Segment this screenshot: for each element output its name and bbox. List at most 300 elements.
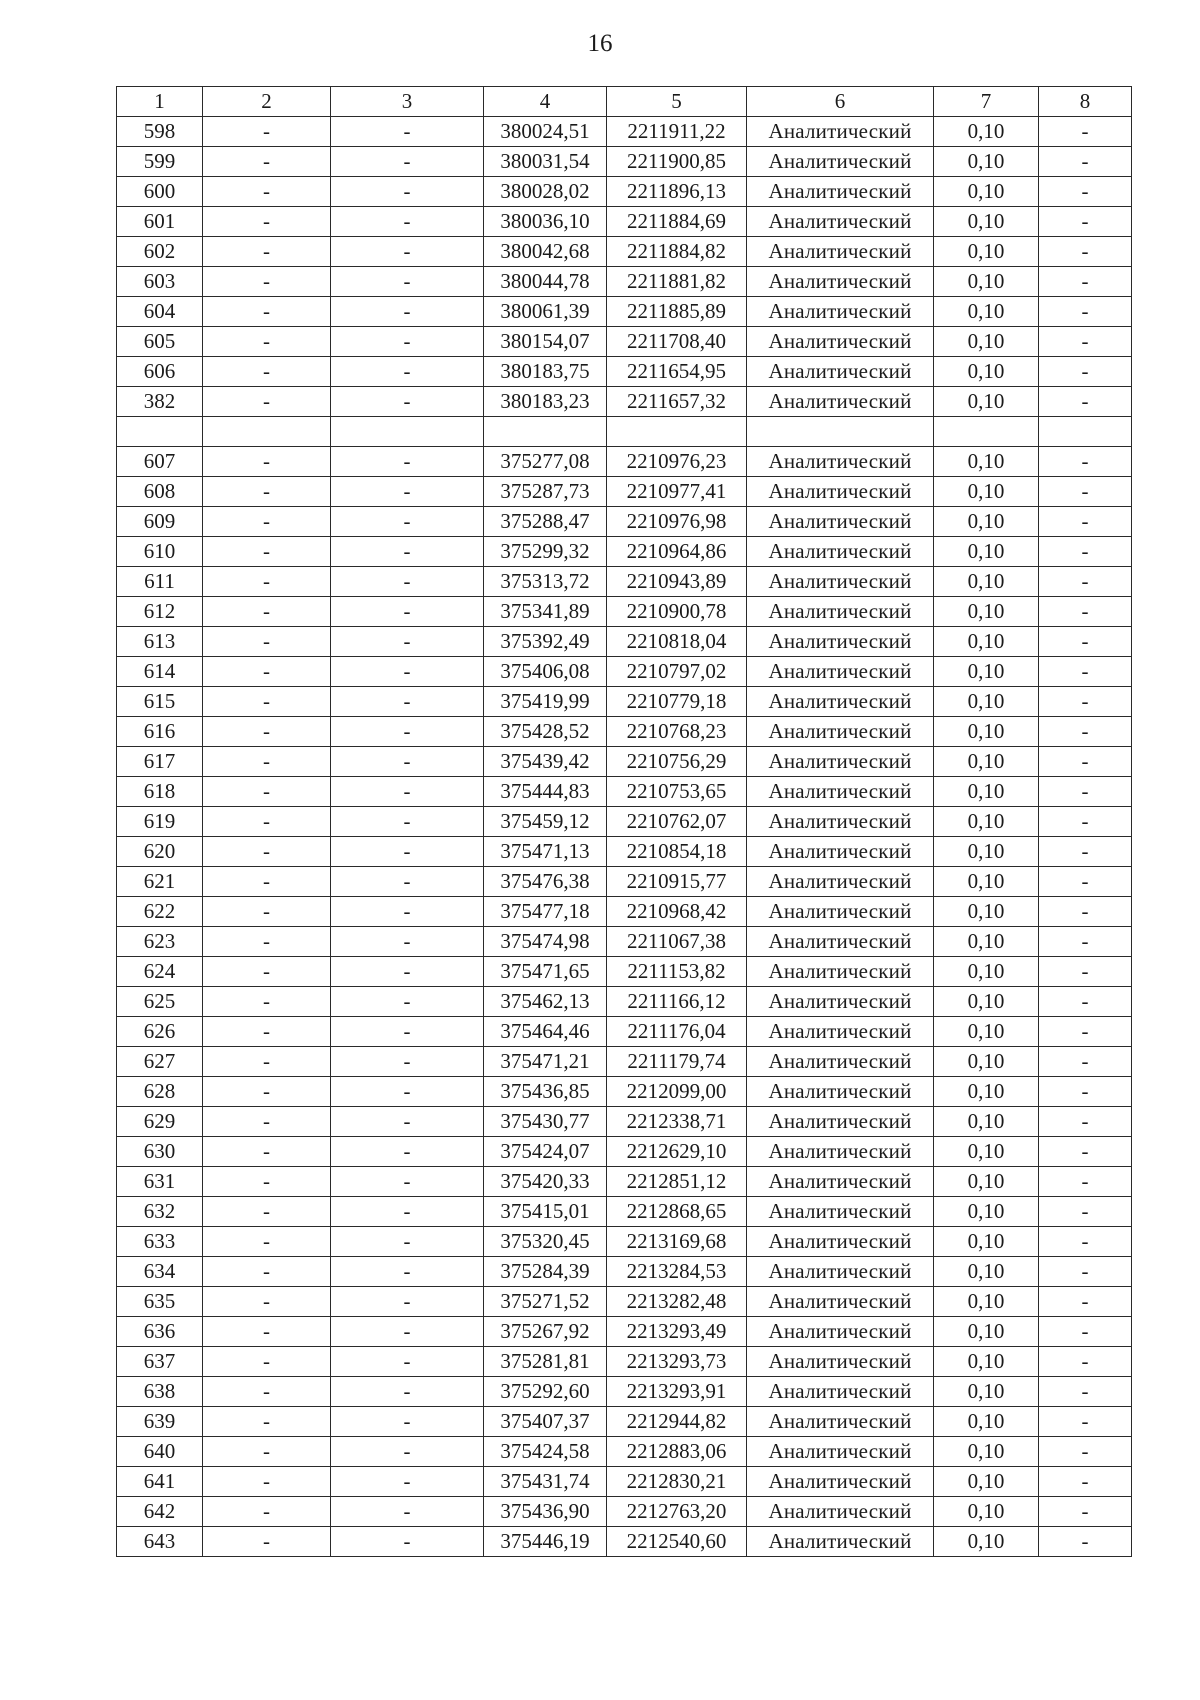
y-coordinate-cell: 2211176,04	[607, 1017, 747, 1047]
col2-cell: -	[203, 1497, 331, 1527]
col2-cell: -	[203, 567, 331, 597]
y-coordinate-cell: 2210818,04	[607, 627, 747, 657]
col3-cell: -	[331, 327, 484, 357]
column-header: 7	[934, 87, 1039, 117]
col2-cell: -	[203, 1137, 331, 1167]
point-number-cell: 629	[117, 1107, 203, 1137]
table-row	[117, 117, 1132, 147]
col8-cell: -	[1039, 147, 1132, 177]
col3-cell: -	[331, 1347, 484, 1377]
col2-cell: -	[203, 987, 331, 1017]
method-cell: Аналитический	[747, 807, 934, 837]
table-row	[117, 1347, 1132, 1377]
y-coordinate-cell: 2212099,00	[607, 1077, 747, 1107]
method-cell: Аналитический	[747, 507, 934, 537]
col8-cell: -	[1039, 1287, 1132, 1317]
accuracy-cell: 0,10	[934, 1227, 1039, 1257]
method-cell: Аналитический	[747, 1467, 934, 1497]
y-coordinate-cell: 2210976,98	[607, 507, 747, 537]
method-cell: Аналитический	[747, 327, 934, 357]
method-cell: Аналитический	[747, 1197, 934, 1227]
method-cell: Аналитический	[747, 657, 934, 687]
table-row	[117, 867, 1132, 897]
col8-cell: -	[1039, 1377, 1132, 1407]
accuracy-cell: 0,10	[934, 1047, 1039, 1077]
accuracy-cell: 0,10	[934, 1017, 1039, 1047]
x-coordinate-cell: 375271,52	[484, 1287, 607, 1317]
col2-cell: -	[203, 147, 331, 177]
col3-cell: -	[331, 927, 484, 957]
x-coordinate-cell: 375446,19	[484, 1527, 607, 1557]
x-coordinate-cell: 375392,49	[484, 627, 607, 657]
method-cell: Аналитический	[747, 1227, 934, 1257]
y-coordinate-cell: 2212540,60	[607, 1527, 747, 1557]
col2-cell: -	[203, 1077, 331, 1107]
col2-cell: -	[203, 1227, 331, 1257]
point-number-cell: 382	[117, 387, 203, 417]
x-coordinate-cell: 375462,13	[484, 987, 607, 1017]
col3-cell: -	[331, 1077, 484, 1107]
point-number-cell: 619	[117, 807, 203, 837]
col3-cell: -	[331, 1017, 484, 1047]
x-coordinate-cell: 375281,81	[484, 1347, 607, 1377]
point-number-cell: 611	[117, 567, 203, 597]
table-row	[117, 747, 1132, 777]
table-row	[117, 1227, 1132, 1257]
point-number-cell: 628	[117, 1077, 203, 1107]
x-coordinate-cell: 375287,73	[484, 477, 607, 507]
method-cell	[747, 417, 934, 447]
table-row	[117, 1197, 1132, 1227]
method-cell: Аналитический	[747, 957, 934, 987]
col2-cell: -	[203, 537, 331, 567]
table-row	[117, 447, 1132, 477]
method-cell: Аналитический	[747, 1287, 934, 1317]
method-cell: Аналитический	[747, 1407, 934, 1437]
col8-cell: -	[1039, 1077, 1132, 1107]
col3-cell: -	[331, 1197, 484, 1227]
method-cell: Аналитический	[747, 1017, 934, 1047]
table-row	[117, 1287, 1132, 1317]
accuracy-cell: 0,10	[934, 837, 1039, 867]
accuracy-cell: 0,10	[934, 897, 1039, 927]
method-cell: Аналитический	[747, 1257, 934, 1287]
point-number-cell: 626	[117, 1017, 203, 1047]
point-number-cell: 599	[117, 147, 203, 177]
x-coordinate-cell	[484, 417, 607, 447]
table-row	[117, 1497, 1132, 1527]
table-row	[117, 807, 1132, 837]
x-coordinate-cell: 375406,08	[484, 657, 607, 687]
column-header: 3	[331, 87, 484, 117]
x-coordinate-cell: 375299,32	[484, 537, 607, 567]
point-number-cell: 641	[117, 1467, 203, 1497]
col3-cell: -	[331, 1227, 484, 1257]
col3-cell: -	[331, 627, 484, 657]
x-coordinate-cell: 380183,75	[484, 357, 607, 387]
y-coordinate-cell: 2210756,29	[607, 747, 747, 777]
col2-cell: -	[203, 1317, 331, 1347]
point-number-cell	[117, 417, 203, 447]
accuracy-cell: 0,10	[934, 807, 1039, 837]
col3-cell: -	[331, 1317, 484, 1347]
col3-cell: -	[331, 357, 484, 387]
table-row	[117, 1137, 1132, 1167]
x-coordinate-cell: 375444,83	[484, 777, 607, 807]
y-coordinate-cell: 2212883,06	[607, 1437, 747, 1467]
col8-cell: -	[1039, 1137, 1132, 1167]
method-cell: Аналитический	[747, 1137, 934, 1167]
x-coordinate-cell: 380042,68	[484, 237, 607, 267]
col8-cell: -	[1039, 897, 1132, 927]
column-header: 6	[747, 87, 934, 117]
col3-cell: -	[331, 987, 484, 1017]
point-number-cell: 614	[117, 657, 203, 687]
y-coordinate-cell: 2211179,74	[607, 1047, 747, 1077]
col2-cell: -	[203, 597, 331, 627]
x-coordinate-cell: 375267,92	[484, 1317, 607, 1347]
col8-cell: -	[1039, 207, 1132, 237]
y-coordinate-cell: 2212338,71	[607, 1107, 747, 1137]
method-cell: Аналитический	[747, 687, 934, 717]
y-coordinate-cell: 2210915,77	[607, 867, 747, 897]
y-coordinate-cell: 2211911,22	[607, 117, 747, 147]
table-header	[117, 87, 1132, 117]
col2-cell: -	[203, 687, 331, 717]
col3-cell: -	[331, 657, 484, 687]
method-cell: Аналитический	[747, 1317, 934, 1347]
col8-cell: -	[1039, 687, 1132, 717]
method-cell: Аналитический	[747, 1497, 934, 1527]
method-cell: Аналитический	[747, 837, 934, 867]
col8-cell: -	[1039, 567, 1132, 597]
accuracy-cell: 0,10	[934, 1347, 1039, 1377]
col2-cell: -	[203, 297, 331, 327]
col3-cell: -	[331, 267, 484, 297]
method-cell: Аналитический	[747, 897, 934, 927]
col2-cell: -	[203, 1197, 331, 1227]
x-coordinate-cell: 375292,60	[484, 1377, 607, 1407]
accuracy-cell: 0,10	[934, 1257, 1039, 1287]
table-row	[117, 777, 1132, 807]
table-row	[117, 927, 1132, 957]
col8-cell: -	[1039, 717, 1132, 747]
table-row	[117, 537, 1132, 567]
x-coordinate-cell: 375471,65	[484, 957, 607, 987]
table-row	[117, 1407, 1132, 1437]
coordinates-table	[116, 86, 1132, 1557]
y-coordinate-cell: 2213282,48	[607, 1287, 747, 1317]
accuracy-cell: 0,10	[934, 537, 1039, 567]
x-coordinate-cell: 380028,02	[484, 177, 607, 207]
col3-cell: -	[331, 597, 484, 627]
method-cell: Аналитический	[747, 357, 934, 387]
y-coordinate-cell: 2210779,18	[607, 687, 747, 717]
col8-cell: -	[1039, 1227, 1132, 1257]
col8-cell: -	[1039, 357, 1132, 387]
method-cell: Аналитический	[747, 567, 934, 597]
table-row	[117, 1017, 1132, 1047]
x-coordinate-cell: 375428,52	[484, 717, 607, 747]
method-cell: Аналитический	[747, 1167, 934, 1197]
accuracy-cell: 0,10	[934, 867, 1039, 897]
y-coordinate-cell: 2211067,38	[607, 927, 747, 957]
col8-cell: -	[1039, 1257, 1132, 1287]
accuracy-cell: 0,10	[934, 1407, 1039, 1437]
col2-cell: -	[203, 357, 331, 387]
col2-cell: -	[203, 1437, 331, 1467]
x-coordinate-cell: 375277,08	[484, 447, 607, 477]
x-coordinate-cell: 375439,42	[484, 747, 607, 777]
table-row	[117, 1047, 1132, 1077]
x-coordinate-cell: 375436,85	[484, 1077, 607, 1107]
col8-cell: -	[1039, 387, 1132, 417]
y-coordinate-cell: 2210964,86	[607, 537, 747, 567]
col8-cell: -	[1039, 627, 1132, 657]
col2-cell: -	[203, 657, 331, 687]
method-cell: Аналитический	[747, 117, 934, 147]
col2-cell: -	[203, 1287, 331, 1317]
x-coordinate-cell: 375420,33	[484, 1167, 607, 1197]
col3-cell	[331, 417, 484, 447]
accuracy-cell: 0,10	[934, 657, 1039, 687]
method-cell: Аналитический	[747, 297, 934, 327]
point-number-cell: 618	[117, 777, 203, 807]
table-row	[117, 567, 1132, 597]
method-cell: Аналитический	[747, 477, 934, 507]
point-number-cell: 624	[117, 957, 203, 987]
col2-cell: -	[203, 1467, 331, 1497]
table-row	[117, 597, 1132, 627]
table-row	[117, 507, 1132, 537]
method-cell: Аналитический	[747, 747, 934, 777]
col3-cell: -	[331, 537, 484, 567]
accuracy-cell: 0,10	[934, 1077, 1039, 1107]
table-row	[117, 627, 1132, 657]
x-coordinate-cell: 375424,58	[484, 1437, 607, 1467]
accuracy-cell: 0,10	[934, 1167, 1039, 1197]
col2-cell: -	[203, 447, 331, 477]
method-cell: Аналитический	[747, 1377, 934, 1407]
point-number-cell: 606	[117, 357, 203, 387]
point-number-cell: 598	[117, 117, 203, 147]
col8-cell: -	[1039, 747, 1132, 777]
col8-cell: -	[1039, 927, 1132, 957]
method-cell: Аналитический	[747, 717, 934, 747]
col2-cell: -	[203, 1017, 331, 1047]
col2-cell: -	[203, 807, 331, 837]
col2-cell: -	[203, 207, 331, 237]
point-number-cell: 608	[117, 477, 203, 507]
col3-cell: -	[331, 1437, 484, 1467]
col3-cell: -	[331, 237, 484, 267]
col3-cell: -	[331, 747, 484, 777]
accuracy-cell: 0,10	[934, 327, 1039, 357]
col8-cell: -	[1039, 477, 1132, 507]
col2-cell: -	[203, 717, 331, 747]
col8-cell: -	[1039, 777, 1132, 807]
point-number-cell: 637	[117, 1347, 203, 1377]
point-number-cell: 636	[117, 1317, 203, 1347]
point-number-cell: 603	[117, 267, 203, 297]
col3-cell: -	[331, 1377, 484, 1407]
col8-cell: -	[1039, 1437, 1132, 1467]
method-cell: Аналитический	[747, 627, 934, 657]
accuracy-cell: 0,10	[934, 477, 1039, 507]
accuracy-cell: 0,10	[934, 267, 1039, 297]
col3-cell: -	[331, 387, 484, 417]
col8-cell: -	[1039, 1047, 1132, 1077]
col3-cell: -	[331, 957, 484, 987]
col3-cell: -	[331, 147, 484, 177]
col3-cell: -	[331, 567, 484, 597]
point-number-cell: 615	[117, 687, 203, 717]
col8-cell: -	[1039, 1407, 1132, 1437]
accuracy-cell: 0,10	[934, 957, 1039, 987]
accuracy-cell	[934, 417, 1039, 447]
y-coordinate-cell: 2213284,53	[607, 1257, 747, 1287]
point-number-cell: 600	[117, 177, 203, 207]
col8-cell: -	[1039, 237, 1132, 267]
y-coordinate-cell: 2211153,82	[607, 957, 747, 987]
point-number-cell: 639	[117, 1407, 203, 1437]
accuracy-cell: 0,10	[934, 1107, 1039, 1137]
x-coordinate-cell: 380154,07	[484, 327, 607, 357]
point-number-cell: 610	[117, 537, 203, 567]
col8-cell: -	[1039, 1467, 1132, 1497]
point-number-cell: 643	[117, 1527, 203, 1557]
y-coordinate-cell: 2213293,49	[607, 1317, 747, 1347]
x-coordinate-cell: 375471,13	[484, 837, 607, 867]
y-coordinate-cell	[607, 417, 747, 447]
y-coordinate-cell: 2211654,95	[607, 357, 747, 387]
accuracy-cell: 0,10	[934, 567, 1039, 597]
table-row	[117, 1077, 1132, 1107]
accuracy-cell: 0,10	[934, 297, 1039, 327]
point-number-cell: 622	[117, 897, 203, 927]
col2-cell: -	[203, 1347, 331, 1377]
point-number-cell: 605	[117, 327, 203, 357]
col3-cell: -	[331, 1527, 484, 1557]
accuracy-cell: 0,10	[934, 1137, 1039, 1167]
col2-cell: -	[203, 387, 331, 417]
accuracy-cell: 0,10	[934, 237, 1039, 267]
header-row	[117, 87, 1132, 117]
accuracy-cell: 0,10	[934, 117, 1039, 147]
point-number-cell: 634	[117, 1257, 203, 1287]
table-row	[117, 177, 1132, 207]
col3-cell: -	[331, 717, 484, 747]
point-number-cell: 602	[117, 237, 203, 267]
col8-cell	[1039, 417, 1132, 447]
col8-cell: -	[1039, 1317, 1132, 1347]
x-coordinate-cell: 380024,51	[484, 117, 607, 147]
method-cell: Аналитический	[747, 987, 934, 1017]
point-number-cell: 617	[117, 747, 203, 777]
method-cell: Аналитический	[747, 1107, 934, 1137]
x-coordinate-cell: 375476,38	[484, 867, 607, 897]
method-cell: Аналитический	[747, 597, 934, 627]
col8-cell: -	[1039, 657, 1132, 687]
col8-cell: -	[1039, 507, 1132, 537]
x-coordinate-cell: 375288,47	[484, 507, 607, 537]
col8-cell: -	[1039, 597, 1132, 627]
table-row	[117, 237, 1132, 267]
accuracy-cell: 0,10	[934, 687, 1039, 717]
col8-cell: -	[1039, 117, 1132, 147]
col2-cell: -	[203, 177, 331, 207]
col8-cell: -	[1039, 1347, 1132, 1377]
x-coordinate-cell: 380183,23	[484, 387, 607, 417]
table-row	[117, 357, 1132, 387]
y-coordinate-cell: 2210753,65	[607, 777, 747, 807]
accuracy-cell: 0,10	[934, 597, 1039, 627]
accuracy-cell: 0,10	[934, 777, 1039, 807]
y-coordinate-cell: 2211885,89	[607, 297, 747, 327]
col2-cell: -	[203, 117, 331, 147]
table-row	[117, 417, 1132, 447]
x-coordinate-cell: 375341,89	[484, 597, 607, 627]
accuracy-cell: 0,10	[934, 357, 1039, 387]
col3-cell: -	[331, 507, 484, 537]
accuracy-cell: 0,10	[934, 1287, 1039, 1317]
y-coordinate-cell: 2211884,69	[607, 207, 747, 237]
column-header: 8	[1039, 87, 1132, 117]
accuracy-cell: 0,10	[934, 447, 1039, 477]
x-coordinate-cell: 375474,98	[484, 927, 607, 957]
col2-cell: -	[203, 1107, 331, 1137]
table-row	[117, 987, 1132, 1017]
x-coordinate-cell: 375407,37	[484, 1407, 607, 1437]
table-row	[117, 1437, 1132, 1467]
y-coordinate-cell: 2210943,89	[607, 567, 747, 597]
col2-cell: -	[203, 1377, 331, 1407]
col3-cell: -	[331, 1407, 484, 1437]
point-number-cell: 609	[117, 507, 203, 537]
accuracy-cell: 0,10	[934, 1377, 1039, 1407]
col3-cell: -	[331, 897, 484, 927]
x-coordinate-cell: 375436,90	[484, 1497, 607, 1527]
col3-cell: -	[331, 1497, 484, 1527]
col8-cell: -	[1039, 867, 1132, 897]
point-number-cell: 638	[117, 1377, 203, 1407]
y-coordinate-cell: 2211881,82	[607, 267, 747, 297]
x-coordinate-cell: 375464,46	[484, 1017, 607, 1047]
col2-cell: -	[203, 867, 331, 897]
table-row	[117, 207, 1132, 237]
method-cell: Аналитический	[747, 1527, 934, 1557]
table-row	[117, 897, 1132, 927]
col3-cell: -	[331, 207, 484, 237]
col2-cell	[203, 417, 331, 447]
x-coordinate-cell: 375471,21	[484, 1047, 607, 1077]
x-coordinate-cell: 375459,12	[484, 807, 607, 837]
y-coordinate-cell: 2210762,07	[607, 807, 747, 837]
y-coordinate-cell: 2210854,18	[607, 837, 747, 867]
col3-cell: -	[331, 1467, 484, 1497]
x-coordinate-cell: 380036,10	[484, 207, 607, 237]
table-row	[117, 1527, 1132, 1557]
y-coordinate-cell: 2211884,82	[607, 237, 747, 267]
point-number-cell: 621	[117, 867, 203, 897]
col2-cell: -	[203, 957, 331, 987]
point-number-cell: 604	[117, 297, 203, 327]
col3-cell: -	[331, 687, 484, 717]
point-number-cell: 601	[117, 207, 203, 237]
col2-cell: -	[203, 267, 331, 297]
y-coordinate-cell: 2211166,12	[607, 987, 747, 1017]
col3-cell: -	[331, 1107, 484, 1137]
